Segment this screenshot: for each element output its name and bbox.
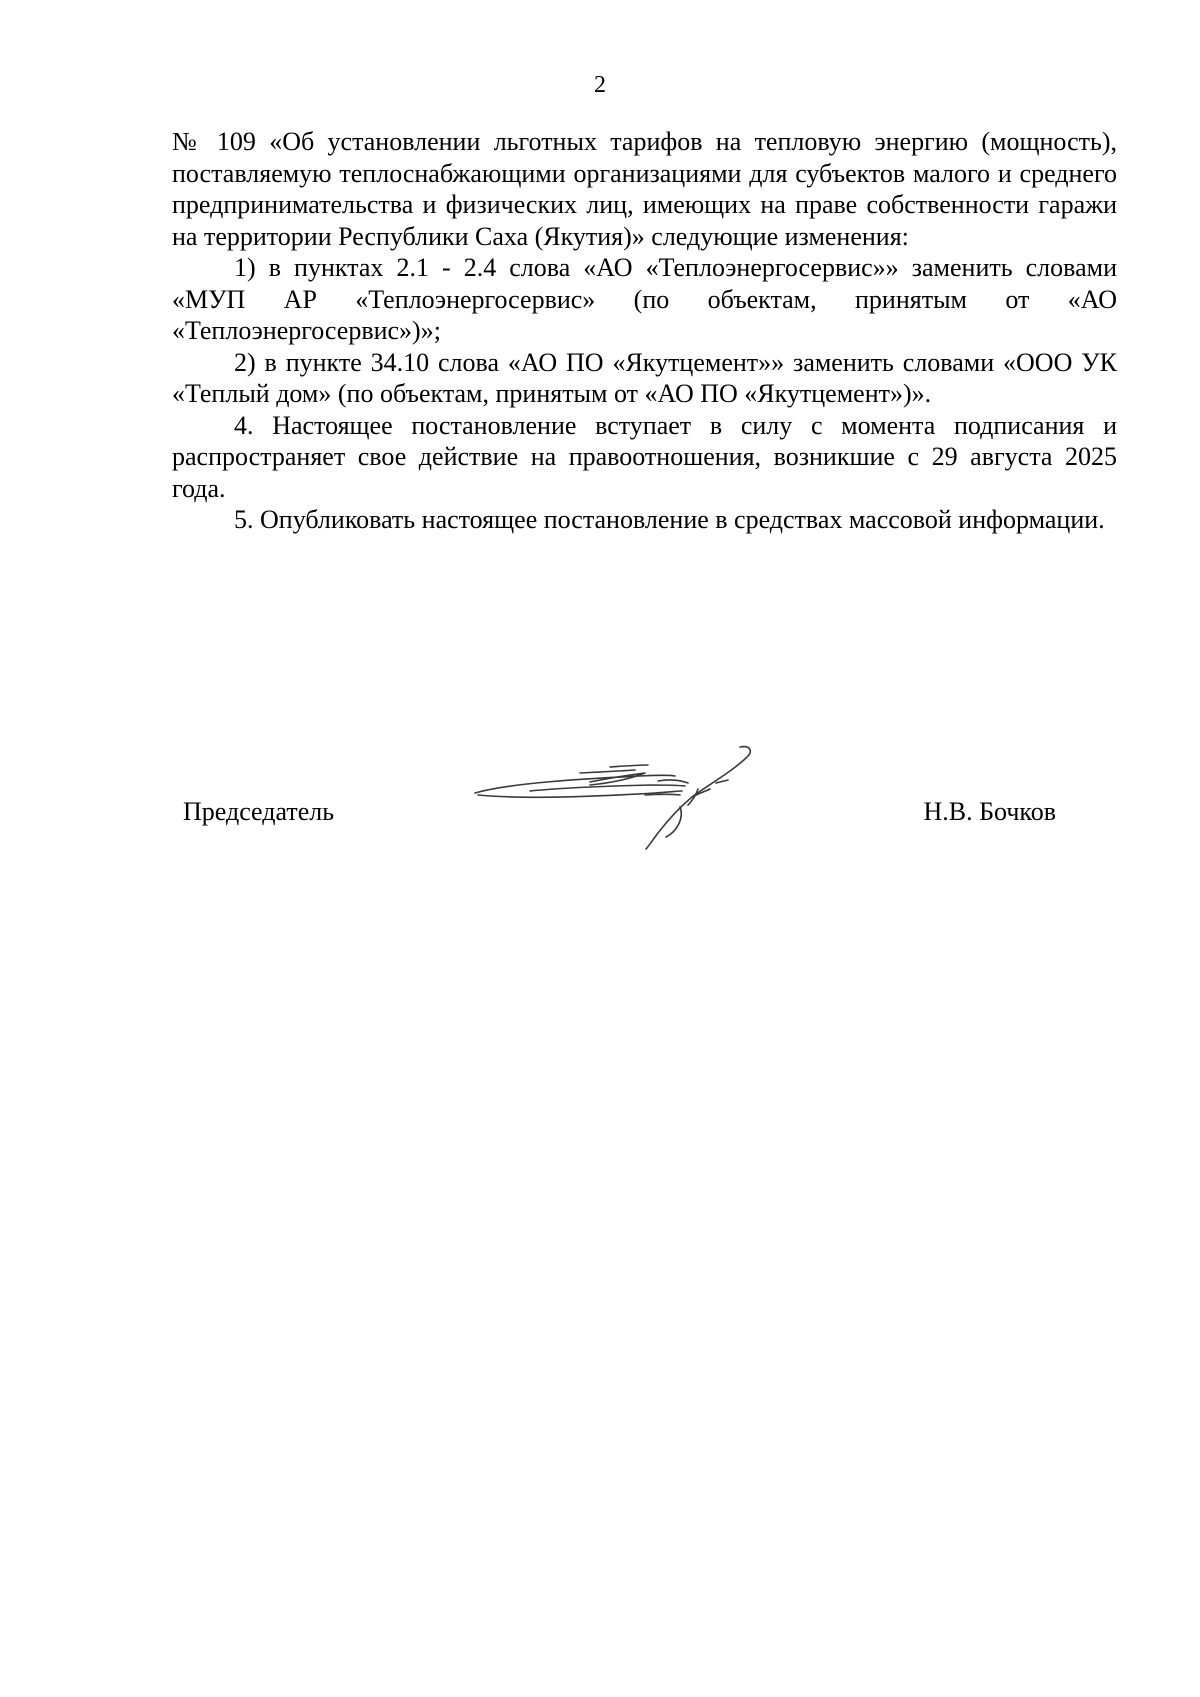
- signatory-name: Н.В. Бочков: [923, 797, 1056, 826]
- paragraph-publication: 5. Опубликовать настоящее постановление в средствах массовой информации.: [234, 505, 1105, 534]
- document-body: [172, 126, 1117, 536]
- page-number: 2: [594, 72, 606, 98]
- paragraph-amendment-1: 1) в пунктах 2.1 - 2.4 слова «АО «Теплоэнергосервис»» заменить словами «МУП АР «Теплоэнергосервис» (по объектам, принятым от «АО «Теплоэнергосервис»)»;: [172, 253, 1117, 345]
- paragraph-resolution-reference: № 109 «Об установлении льготных тарифов на тепловую энергию (мощность), поставляемую теплоснабжающими организациями для субъектов малого и среднего предпринимательства и физических лиц, имеющих на праве собственности гаражи на территории Республики Саха (Якутия)» следующие изменения:: [172, 127, 1117, 251]
- paragraph-effective-date: 4. Настоящее постановление вступает в силу с момента подписания и распространяет свое действие на правоотношения, возникшие с 29 августа 2025 года.: [172, 410, 1117, 503]
- handwritten-signature: [470, 745, 780, 850]
- paragraph-amendment-2: 2) в пункте 34.10 слова «АО ПО «Якутцемент»» заменить словами «ООО УК «Теплый дом» (по объектам, принятым от «АО ПО «Якутцемент»)».: [172, 347, 1117, 408]
- signatory-position: Председатель: [183, 797, 335, 826]
